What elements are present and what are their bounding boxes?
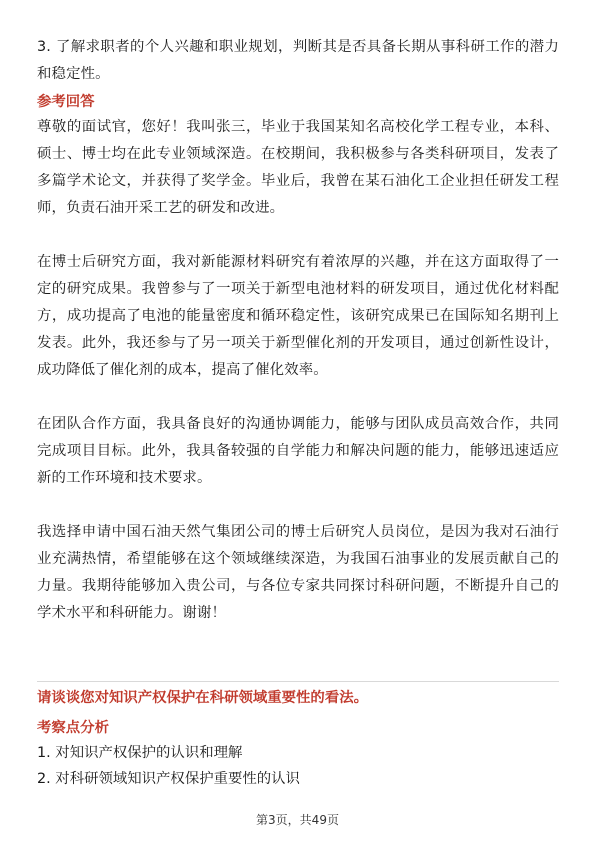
answer-heading: 参考回答 — [37, 94, 95, 110]
section-divider — [37, 681, 559, 682]
paragraph-gap — [37, 492, 559, 519]
answer-paragraph-4: 我选择申请中国石油天然气集团公司的博士后研究人员岗位，是因为我对石油行业充满热情，希望能够在这个领域继续深造，为我国石油事业的发展贡献自己的力量。我期待能够加入贵公司，与各位专家共同探讨科研问题，不断提升自己的学术水平和科研能力。谢谢！ — [37, 524, 559, 621]
analysis-item-1: 1. 对知识产权保护的认识和理解 — [37, 745, 243, 761]
intro-list-item: 3. 了解求职者的个人兴趣和职业规划，判断其是否具备长期从事科研工作的潜力和稳定性。 — [37, 39, 559, 82]
paragraph-gap — [37, 384, 559, 411]
question-text: 请谈谈您对知识产权保护在科研领域重要性的看法。 — [37, 690, 368, 706]
page-footer: 第3页，共49页 — [256, 813, 339, 827]
answer-paragraph-2: 在博士后研究方面，我对新能源材料研究有着浓厚的兴趣，并在这方面取得了一定的研究成果。我曾参与了一项关于新型电池材料的研发项目，通过优化材料配方，成功提高了电池的能量密度和循环稳定性，该研究成果已在国际知名期刊上发表。此外，我还参与了另一项关于新型催化剂的开发项目，通过创新性设计，成功降低了催化剂的成本，提高了催化效率。 — [37, 254, 559, 378]
question-section — [37, 686, 559, 792]
analysis-item-2: 2. 对科研领域知识产权保护重要性的认识 — [37, 771, 300, 787]
answer-paragraph-3: 在团队合作方面，我具备良好的沟通协调能力，能够与团队成员高效合作，共同完成项目目标。此外，我具备较强的自学能力和解决问题的能力，能够迅速适应新的工作环境和技术要求。 — [37, 416, 559, 486]
answer-paragraph-1: 尊敬的面试官，您好！我叫张三，毕业于我国某知名高校化学工程专业，本科、硕士、博士均在此专业领域深造。在校期间，我积极参与各类科研项目，发表了多篇学术论文，并获得了奖学金。毕业后，我曾在某石油化工企业担任研发工程师，负责石油开采工艺的研发和改进。 — [37, 119, 559, 216]
paragraph-gap — [37, 222, 559, 249]
document-page — [37, 34, 559, 627]
analysis-heading: 考察点分析 — [37, 720, 109, 736]
